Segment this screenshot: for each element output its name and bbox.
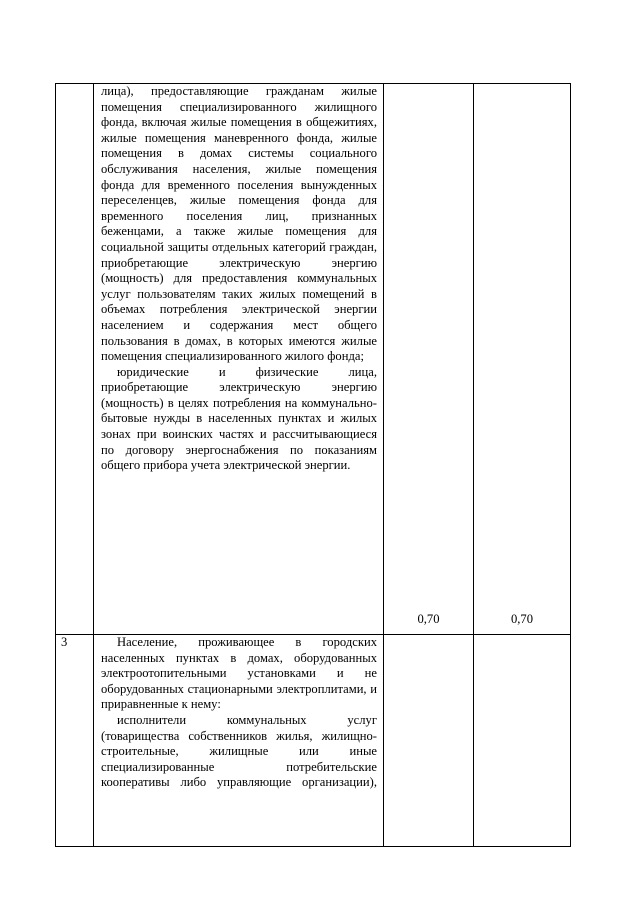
description-paragraph: юридические и физические лица, приобретающие электрическую энергию (мощность) в целях потребления на коммунально-бытовые нужды в населенных пунктах и жилых зонах при воинских частях и рассчитывающиеся по договору энергоснабжения по показаниям общего прибора учета электрической энергии.	[101, 364, 377, 473]
value-cell-2	[474, 84, 571, 635]
tariff-table	[55, 83, 571, 847]
value-text	[474, 840, 570, 846]
value-cell-1	[384, 635, 474, 847]
consumer-description-cell	[94, 635, 384, 847]
table-row	[56, 635, 571, 847]
row-number-cell: 3	[56, 635, 94, 847]
value-cell-1	[384, 84, 474, 635]
table-row	[56, 84, 571, 635]
value-cell-2	[474, 635, 571, 847]
description-paragraph: лица), предоставляющие гражданам жилые помещения специализированного жилищного фонда, включая жилые помещения в общежитиях, жилые помещения маневренного фонда, жилые помещения в домах системы социального обслуживания населения, жилые помещения фонда для временного поселения вынужденных переселенцев, жилые помещения фонда для временного поселения лиц, признанных беженцами, а также жилые помещения для социальной защиты отдельных категорий граждан, приобретающие электрическую энергию (мощность) для предоставления коммунальных услуг пользователям таких жилых помещений в объемах потребления электрической энергии населением и содержания мест общего пользования в домах, в которых имеются жилые помещения специализированного жилого фонда;	[101, 84, 377, 364]
description-paragraph: Население, проживающее в городских населенных пунктах в домах, оборудованных электроотопительными установками и не оборудованных стационарными электроплитами, и приравненные к нему:	[101, 635, 377, 712]
description-paragraph: исполнители коммунальных услуг (товарищества собственников жилья, жилищно-строительные, жилищные или иные специализированные потребительские кооперативы либо управляющие организации),	[101, 712, 377, 790]
value-text: 0,70	[417, 612, 440, 627]
value-text: 0,70	[510, 612, 534, 627]
row-number-cell	[56, 84, 94, 635]
value-text	[384, 840, 473, 846]
consumer-description-cell	[94, 84, 384, 635]
